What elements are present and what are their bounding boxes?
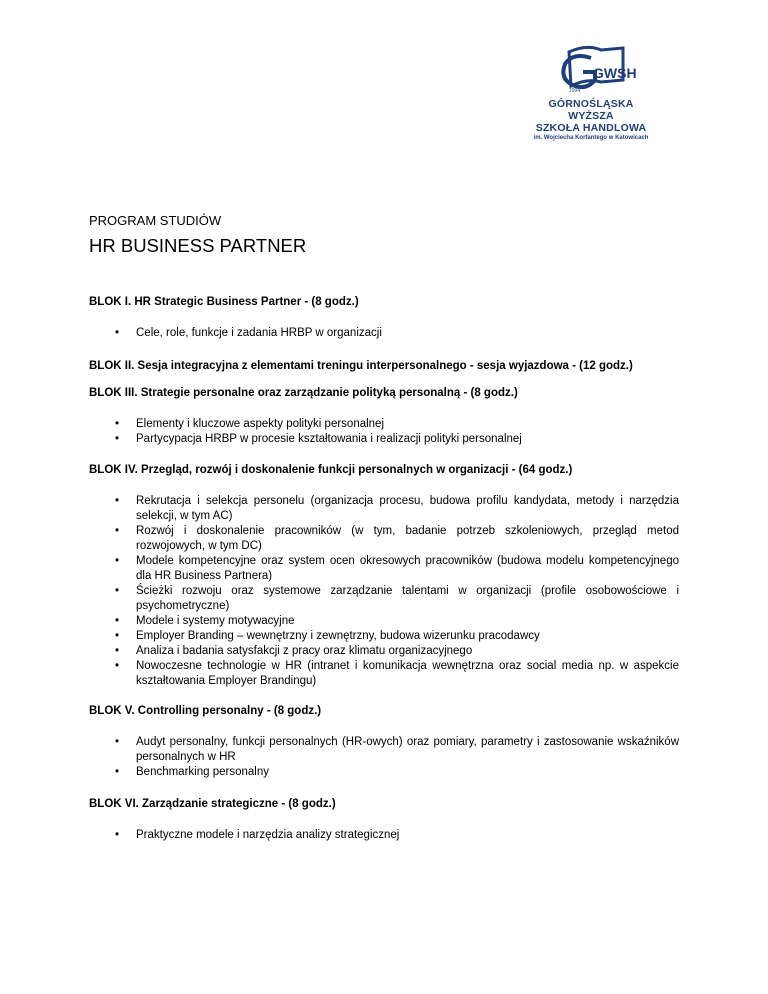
block-1-list (89, 326, 679, 341)
list-item: • Modele kompetencyjne oraz system ocen okresowych pracowników (budowa modelu kompetencyjnego dla HR Business Partnera) (115, 554, 679, 584)
page-title: HR BUSINESS PARTNER (89, 235, 307, 256)
list-item: • Employer Branding – wewnętrzny i zewnętrzny, budowa wizerunku pracodawcy (115, 629, 679, 644)
block-heading-4: BLOK IV. Przegląd, rozwój i doskonalenie funkcji personalnych w organizacji - (64 godz.) (89, 464, 573, 476)
block-4-list (89, 494, 679, 689)
block-5-list (89, 735, 679, 780)
list-item: • Analiza i badania satysfakcji z pracy oraz klimatu organizacyjnego (115, 644, 679, 659)
list-item: • Praktyczne modele i narzędzia analizy strategicznej (115, 828, 679, 843)
list-item: • Ścieżki rozwoju oraz systemowe zarządzanie talentami w organizacji (profile osobowościowe i psychometryczne) (115, 584, 679, 614)
block-6-list (89, 828, 679, 843)
logo-mark: GWSH (593, 65, 637, 81)
logo-line-1: GÓRNOŚLĄSKA WYŻSZA (548, 98, 634, 122)
list-item: • Audyt personalny, funkcji personalnych (HR-owych) oraz pomiary, parametry i zastosowanie wskaźników personalnych w HR (115, 735, 679, 765)
list-item: • Modele i systemy motywacyjne (115, 614, 679, 629)
list-item: • Partycypacja HRBP w procesie kształtowania i realizacji polityki personalnej (115, 432, 679, 447)
program-subtitle: PROGRAM STUDIÓW (89, 213, 222, 228)
logo-line-3: im. Wojciecha Korfantego w Katowicach (533, 135, 649, 141)
block-heading-3: BLOK III. Strategie personalne oraz zarządzanie polityką personalną - (8 godz.) (89, 387, 518, 399)
list-item: • Rekrutacja i selekcja personelu (organizacja procesu, budowa profilu kandydata, metody i narzędzia selekcji, w tym AC) (115, 494, 679, 524)
book-logo-icon (551, 40, 637, 98)
list-item: • Nowoczesne technologie w HR (intranet i komunikacja wewnętrzna oraz social media np. w aspekcie kształtowania Employer Brandingu) (115, 659, 679, 689)
block-heading-2: BLOK II. Sesja integracyjna z elementami treningu interpersonalnego - sesja wyjazdowa - (12 godz.) (89, 360, 633, 372)
list-item: • Elementy i kluczowe aspekty polityki personalnej (115, 417, 679, 432)
block-heading-6: BLOK VI. Zarządzanie strategiczne - (8 godz.) (89, 798, 336, 810)
logo-line-2: SZKOŁA HANDLOWA (535, 122, 647, 134)
list-item: • Benchmarking personalny (115, 765, 679, 780)
school-logo (526, 40, 656, 140)
document-body (89, 212, 679, 843)
list-item: • Cele, role, funkcje i zadania HRBP w organizacji (115, 326, 679, 341)
block-heading-1: BLOK I. HR Strategic Business Partner - (8 godz.) (89, 296, 359, 308)
logo-year: 1994 (569, 88, 581, 94)
block-3-list (89, 417, 679, 447)
list-item: • Rozwój i doskonalenie pracowników (w tym, badanie potrzeb szkoleniowych, przegląd metod rozwojowych, w tym DC) (115, 524, 679, 554)
block-heading-5: BLOK V. Controlling personalny - (8 godz.) (89, 705, 322, 717)
